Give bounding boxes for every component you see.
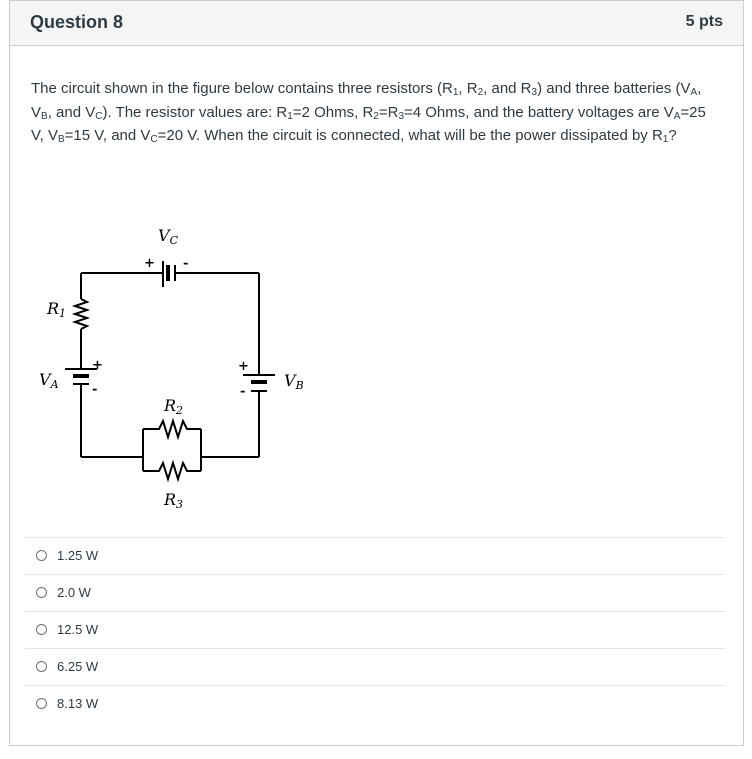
answer-radio-2[interactable] xyxy=(36,587,47,598)
r3-resistor xyxy=(143,463,201,479)
answer-radio-4[interactable] xyxy=(36,661,47,672)
vc-minus: - xyxy=(183,256,189,271)
answer-option-3[interactable] xyxy=(25,611,725,648)
va-label: VA xyxy=(39,370,59,391)
vb-plus: + xyxy=(238,359,249,374)
battery-vb xyxy=(243,375,275,391)
circuit-diagram xyxy=(21,221,321,521)
answer-list xyxy=(25,537,725,722)
question-title: Question 8 xyxy=(30,12,124,32)
answer-option-4[interactable] xyxy=(25,648,725,685)
answer-label-1[interactable]: 1.25 W xyxy=(57,548,99,563)
answer-option-2[interactable] xyxy=(25,574,725,611)
r2-resistor xyxy=(143,421,201,437)
question-header xyxy=(10,1,743,46)
answer-label-3[interactable]: 12.5 W xyxy=(57,622,99,637)
question-text: The circuit shown in the figure below contains three resistors ($R_1$, $R_2$, and $R_3$) and three batteries ($V_A$, $V_B$, and $V_C$). The resistor values are: $R_1=2$ Ohms, $R_2=R_3=4$ Ohms, and the battery voltages are $V_A=25$ V, $V_B=15$ V, and $V_C=20$ V. When the circuit is connected, what will be the power dissipated by $R_1$? xyxy=(31,80,706,146)
va-plus: + xyxy=(92,358,103,373)
answer-label-5[interactable]: 8.13 W xyxy=(57,696,99,711)
answer-label-4[interactable]: 6.25 W xyxy=(57,659,99,674)
answer-radio-5[interactable] xyxy=(36,698,47,709)
answer-radio-3[interactable] xyxy=(36,624,47,635)
answer-option-5[interactable] xyxy=(25,685,725,722)
r1-resistor xyxy=(75,299,87,329)
battery-vc xyxy=(163,261,175,287)
r1-label: R1 xyxy=(47,299,67,320)
vc-plus: + xyxy=(144,256,155,271)
vc-label: VC xyxy=(158,226,178,247)
r2-label: R2 xyxy=(164,396,184,417)
answer-option-1[interactable] xyxy=(25,537,725,574)
va-minus: - xyxy=(92,382,98,397)
r3-label: R3 xyxy=(164,490,184,511)
question-points: 5 pts xyxy=(685,13,723,30)
vb-minus: - xyxy=(240,384,246,399)
vb-label: VB xyxy=(284,371,304,392)
answer-label-2[interactable]: 2.0 W xyxy=(57,585,91,600)
question-card xyxy=(9,0,744,746)
answer-radio-1[interactable] xyxy=(36,550,47,561)
